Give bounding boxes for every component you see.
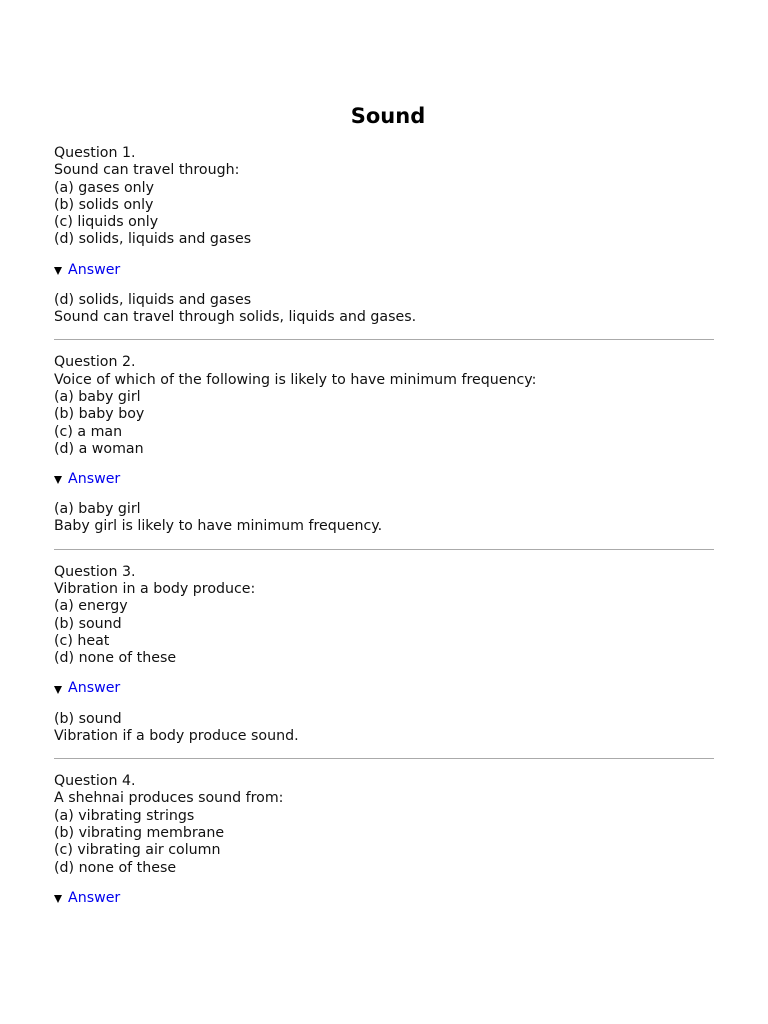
option-c: (c) a man (54, 423, 123, 440)
answer-link[interactable]: Answer (68, 680, 121, 697)
option-c: (c) heat (54, 632, 110, 649)
question-3 (54, 564, 714, 745)
page-title: Sound (350, 104, 426, 128)
answer-text: (d) solids, liquids and gases (54, 291, 252, 308)
answer-link[interactable]: Answer (68, 889, 121, 906)
option-c: (c) vibrating air column (54, 842, 221, 859)
answer-toggle[interactable] (54, 890, 714, 907)
answer-toggle[interactable] (54, 471, 714, 488)
answer-toggle[interactable] (54, 262, 714, 279)
question-number: Question 1. (54, 145, 136, 161)
option-c: (c) liquids only (54, 214, 159, 231)
option-b: (b) baby boy (54, 406, 145, 423)
question-list (54, 145, 714, 907)
question-4 (54, 773, 714, 907)
option-a: (a) vibrating strings (54, 807, 195, 824)
question-number: Question 3. (54, 563, 136, 580)
divider (54, 549, 714, 550)
option-d: (d) none of these (54, 859, 177, 876)
question-prompt: Voice of which of the following is likely to have minimum frequency: (54, 371, 537, 388)
answer-body (54, 501, 714, 536)
answer-link[interactable]: Answer (68, 471, 121, 488)
option-d: (d) solids, liquids and gases (54, 231, 252, 248)
question-2 (54, 354, 714, 535)
answer-explanation: Baby girl is likely to have minimum frequency. (54, 518, 383, 535)
triangle-down-icon (54, 476, 62, 484)
option-d: (d) none of these (54, 650, 177, 667)
option-a: (a) baby girl (54, 388, 141, 405)
option-b: (b) solids only (54, 196, 154, 213)
answer-explanation: Vibration if a body produce sound. (54, 727, 299, 744)
option-a: (a) energy (54, 598, 128, 615)
question-1 (54, 145, 714, 326)
question-number: Question 4. (54, 773, 136, 790)
answer-text: (a) baby girl (54, 501, 141, 518)
answer-body (54, 292, 714, 327)
option-d: (d) a woman (54, 440, 144, 457)
option-b: (b) vibrating membrane (54, 825, 225, 842)
triangle-down-icon (54, 686, 62, 694)
question-number: Question 2. (54, 354, 136, 371)
question-prompt: Vibration in a body produce: (54, 581, 256, 598)
answer-toggle[interactable] (54, 681, 714, 698)
question-prompt: A shehnai produces sound from: (54, 790, 284, 807)
answer-link[interactable]: Answer (68, 261, 121, 278)
option-b: (b) sound (54, 615, 122, 632)
divider (54, 339, 714, 340)
option-a: (a) gases only (54, 179, 155, 196)
triangle-down-icon (54, 895, 62, 903)
answer-text: (b) sound (54, 710, 122, 727)
answer-body (54, 711, 714, 746)
answer-explanation: Sound can travel through solids, liquids and gases. (54, 309, 417, 326)
question-prompt: Sound can travel through: (54, 162, 240, 179)
divider (54, 758, 714, 759)
triangle-down-icon (54, 267, 62, 275)
